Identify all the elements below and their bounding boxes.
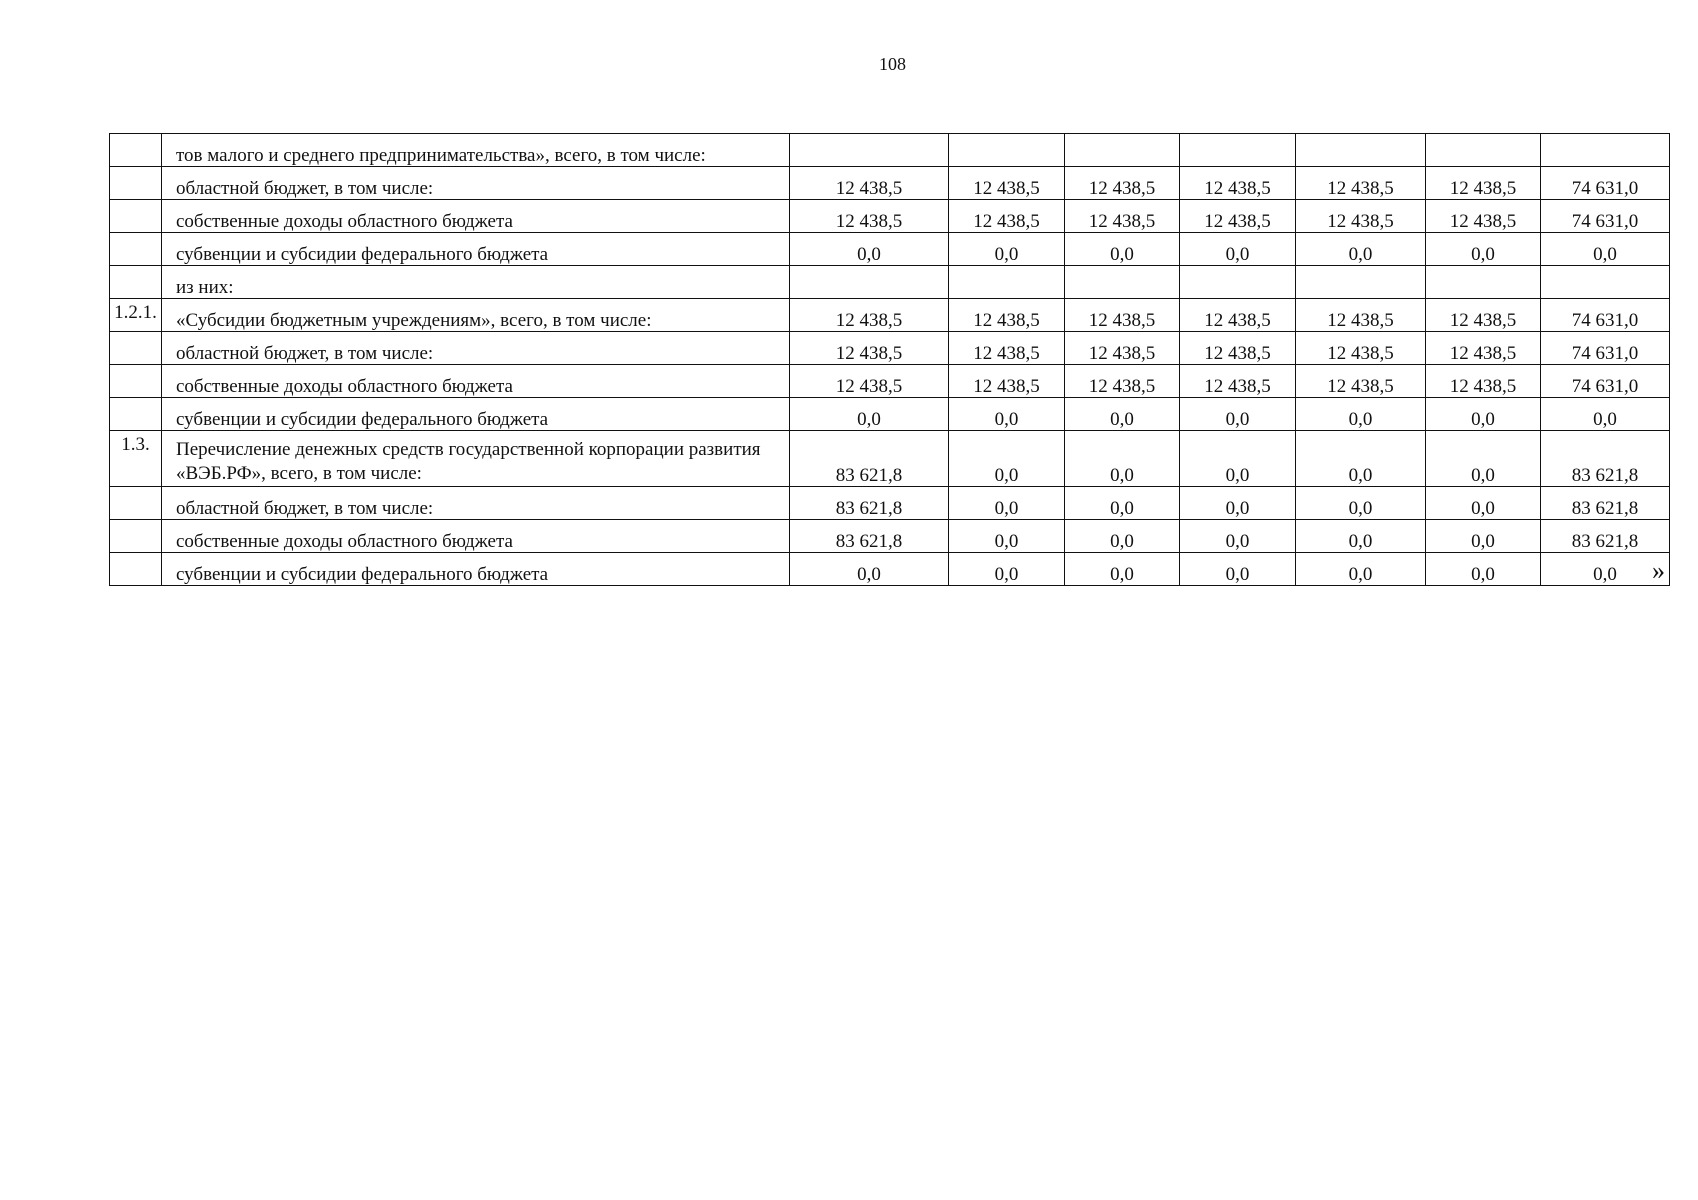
table-row — [110, 398, 1670, 431]
table-row — [110, 167, 1670, 200]
row-number-cell — [110, 520, 162, 553]
value-cell: 0,0 — [1180, 487, 1296, 520]
row-name-cell: областной бюджет, в том числе: — [162, 167, 790, 200]
value-cell — [1065, 134, 1180, 167]
value-cell: 83 621,8 — [790, 431, 949, 487]
value-cell — [790, 134, 949, 167]
value-cell: 12 438,5 — [949, 332, 1065, 365]
row-name-cell: собственные доходы областного бюджета — [162, 200, 790, 233]
value-cell: 0,0 — [1296, 487, 1426, 520]
row-number-cell: 1.2.1. — [110, 299, 162, 332]
value-cell: 12 438,5 — [1065, 167, 1180, 200]
value-cell: 0,0 — [1296, 233, 1426, 266]
value-cell: 83 621,8 — [790, 520, 949, 553]
row-name-cell: Перечисление денежных средств государственной корпорации развития «ВЭБ.РФ», всего, в том числе: — [162, 431, 790, 487]
value-cell: 12 438,5 — [949, 200, 1065, 233]
value-cell — [1296, 134, 1426, 167]
row-name-cell: из них: — [162, 266, 790, 299]
table-row — [110, 365, 1670, 398]
value-cell: 0,0 — [1180, 431, 1296, 487]
row-number-cell — [110, 167, 162, 200]
value-cell: 0,0 — [790, 398, 949, 431]
row-number-cell: 1.3. — [110, 431, 162, 487]
value-cell: 0,0 — [1426, 487, 1541, 520]
value-cell: 12 438,5 — [1296, 200, 1426, 233]
value-cell: 0,0 — [1426, 233, 1541, 266]
value-cell: 12 438,5 — [1065, 299, 1180, 332]
value-cell: 12 438,5 — [1180, 332, 1296, 365]
value-cell: 12 438,5 — [1065, 200, 1180, 233]
value-cell: 0,0 — [790, 233, 949, 266]
value-cell: 12 438,5 — [790, 365, 949, 398]
value-cell: 0,0 — [949, 431, 1065, 487]
value-cell: 0,0 — [949, 233, 1065, 266]
value-cell: 12 438,5 — [1180, 299, 1296, 332]
value-cell: 12 438,5 — [1426, 299, 1541, 332]
value-cell: 12 438,5 — [1296, 332, 1426, 365]
value-cell: 83 621,8 — [790, 487, 949, 520]
value-cell: 0,0 — [1426, 520, 1541, 553]
value-cell — [1180, 266, 1296, 299]
value-cell: 12 438,5 — [949, 167, 1065, 200]
value-cell: 83 621,8 — [1541, 520, 1670, 553]
row-number-cell — [110, 365, 162, 398]
row-name-cell: собственные доходы областного бюджета — [162, 365, 790, 398]
value-cell — [1180, 134, 1296, 167]
value-cell — [1541, 134, 1670, 167]
table-row — [110, 200, 1670, 233]
row-name-cell: субвенции и субсидии федерального бюджета — [162, 233, 790, 266]
value-cell: 0,0 — [1065, 487, 1180, 520]
value-cell: 0,0 — [790, 553, 949, 586]
value-cell: 12 438,5 — [1426, 167, 1541, 200]
value-cell: 12 438,5 — [790, 332, 949, 365]
row-name-cell: тов малого и среднего предпринимательства», всего, в том числе: — [162, 134, 790, 167]
table-row — [110, 332, 1670, 365]
value-cell: 12 438,5 — [1296, 167, 1426, 200]
value-cell — [1426, 134, 1541, 167]
value-cell — [1065, 266, 1180, 299]
value-cell: 12 438,5 — [1426, 365, 1541, 398]
row-number-cell — [110, 332, 162, 365]
table-row — [110, 299, 1670, 332]
value-cell: 0,0 — [1065, 398, 1180, 431]
value-cell: 0,0 — [1426, 553, 1541, 586]
value-cell: 12 438,5 — [949, 299, 1065, 332]
value-cell: 74 631,0 — [1541, 167, 1670, 200]
row-name-cell: областной бюджет, в том числе: — [162, 487, 790, 520]
row-name-cell: собственные доходы областного бюджета — [162, 520, 790, 553]
row-number-cell — [110, 487, 162, 520]
value-cell: 12 438,5 — [1426, 332, 1541, 365]
value-cell: 12 438,5 — [1180, 167, 1296, 200]
row-name-cell: «Субсидии бюджетным учреждениям», всего, в том числе: — [162, 299, 790, 332]
value-cell: 12 438,5 — [949, 365, 1065, 398]
row-name-cell: субвенции и субсидии федерального бюджета — [162, 553, 790, 586]
row-name-cell: областной бюджет, в том числе: — [162, 332, 790, 365]
value-cell: 0,0 — [1180, 553, 1296, 586]
value-cell: 83 621,8 — [1541, 487, 1670, 520]
value-cell: 12 438,5 — [1426, 200, 1541, 233]
value-cell: 12 438,5 — [790, 200, 949, 233]
value-cell: 0,0 — [1180, 520, 1296, 553]
value-cell: 12 438,5 — [790, 167, 949, 200]
row-number-cell — [110, 134, 162, 167]
value-cell — [1296, 266, 1426, 299]
value-cell: 0,0 — [1541, 398, 1670, 431]
value-cell — [790, 266, 949, 299]
value-cell: 0,0 — [949, 553, 1065, 586]
row-number-cell — [110, 398, 162, 431]
row-number-cell — [110, 233, 162, 266]
value-cell — [1541, 266, 1670, 299]
table-row — [110, 487, 1670, 520]
value-cell: 0,0 — [1065, 233, 1180, 266]
value-cell: 0,0 — [1296, 431, 1426, 487]
value-cell: 0,0 — [1180, 398, 1296, 431]
table-row — [110, 233, 1670, 266]
value-cell: 0,0 — [1296, 520, 1426, 553]
value-cell: 0,0 — [1296, 553, 1426, 586]
table-row — [110, 520, 1670, 553]
value-cell: 12 438,5 — [1296, 365, 1426, 398]
table-row — [110, 266, 1670, 299]
row-number-cell — [110, 266, 162, 299]
row-number-cell — [110, 553, 162, 586]
table-row — [110, 553, 1670, 586]
row-number-cell — [110, 200, 162, 233]
table-row — [110, 431, 1670, 487]
value-cell — [1426, 266, 1541, 299]
table-row — [110, 134, 1670, 167]
value-cell: 74 631,0 — [1541, 299, 1670, 332]
value-cell: 0,0 — [1065, 553, 1180, 586]
table-body — [110, 134, 1670, 586]
value-cell: 74 631,0 — [1541, 200, 1670, 233]
value-cell: 12 438,5 — [790, 299, 949, 332]
value-cell: 0,0 — [1296, 398, 1426, 431]
value-cell: 0,0 — [1065, 431, 1180, 487]
value-cell: 0,0 — [1180, 233, 1296, 266]
value-cell: 12 438,5 — [1180, 365, 1296, 398]
value-cell: 12 438,5 — [1065, 332, 1180, 365]
value-cell: 0,0 — [1065, 520, 1180, 553]
value-cell: 0,0 — [1541, 233, 1670, 266]
value-cell: 83 621,8 — [1541, 431, 1670, 487]
value-cell: 0,0 — [1426, 431, 1541, 487]
value-cell: 74 631,0 — [1541, 332, 1670, 365]
value-cell: 12 438,5 — [1065, 365, 1180, 398]
value-cell: 0,0 — [1426, 398, 1541, 431]
value-cell: 12 438,5 — [1180, 200, 1296, 233]
value-cell — [949, 266, 1065, 299]
value-cell: 0,0 — [949, 520, 1065, 553]
value-cell: 0,0 — [949, 487, 1065, 520]
closing-quote-mark: » — [1652, 556, 1665, 585]
budget-table — [109, 133, 1670, 586]
value-cell: 74 631,0 — [1541, 365, 1670, 398]
value-cell: 0,0 — [1541, 553, 1670, 586]
value-cell — [949, 134, 1065, 167]
row-name-cell: субвенции и субсидии федерального бюджета — [162, 398, 790, 431]
value-cell: 0,0 — [949, 398, 1065, 431]
value-cell: 12 438,5 — [1296, 299, 1426, 332]
page-number: 108 — [879, 54, 906, 74]
